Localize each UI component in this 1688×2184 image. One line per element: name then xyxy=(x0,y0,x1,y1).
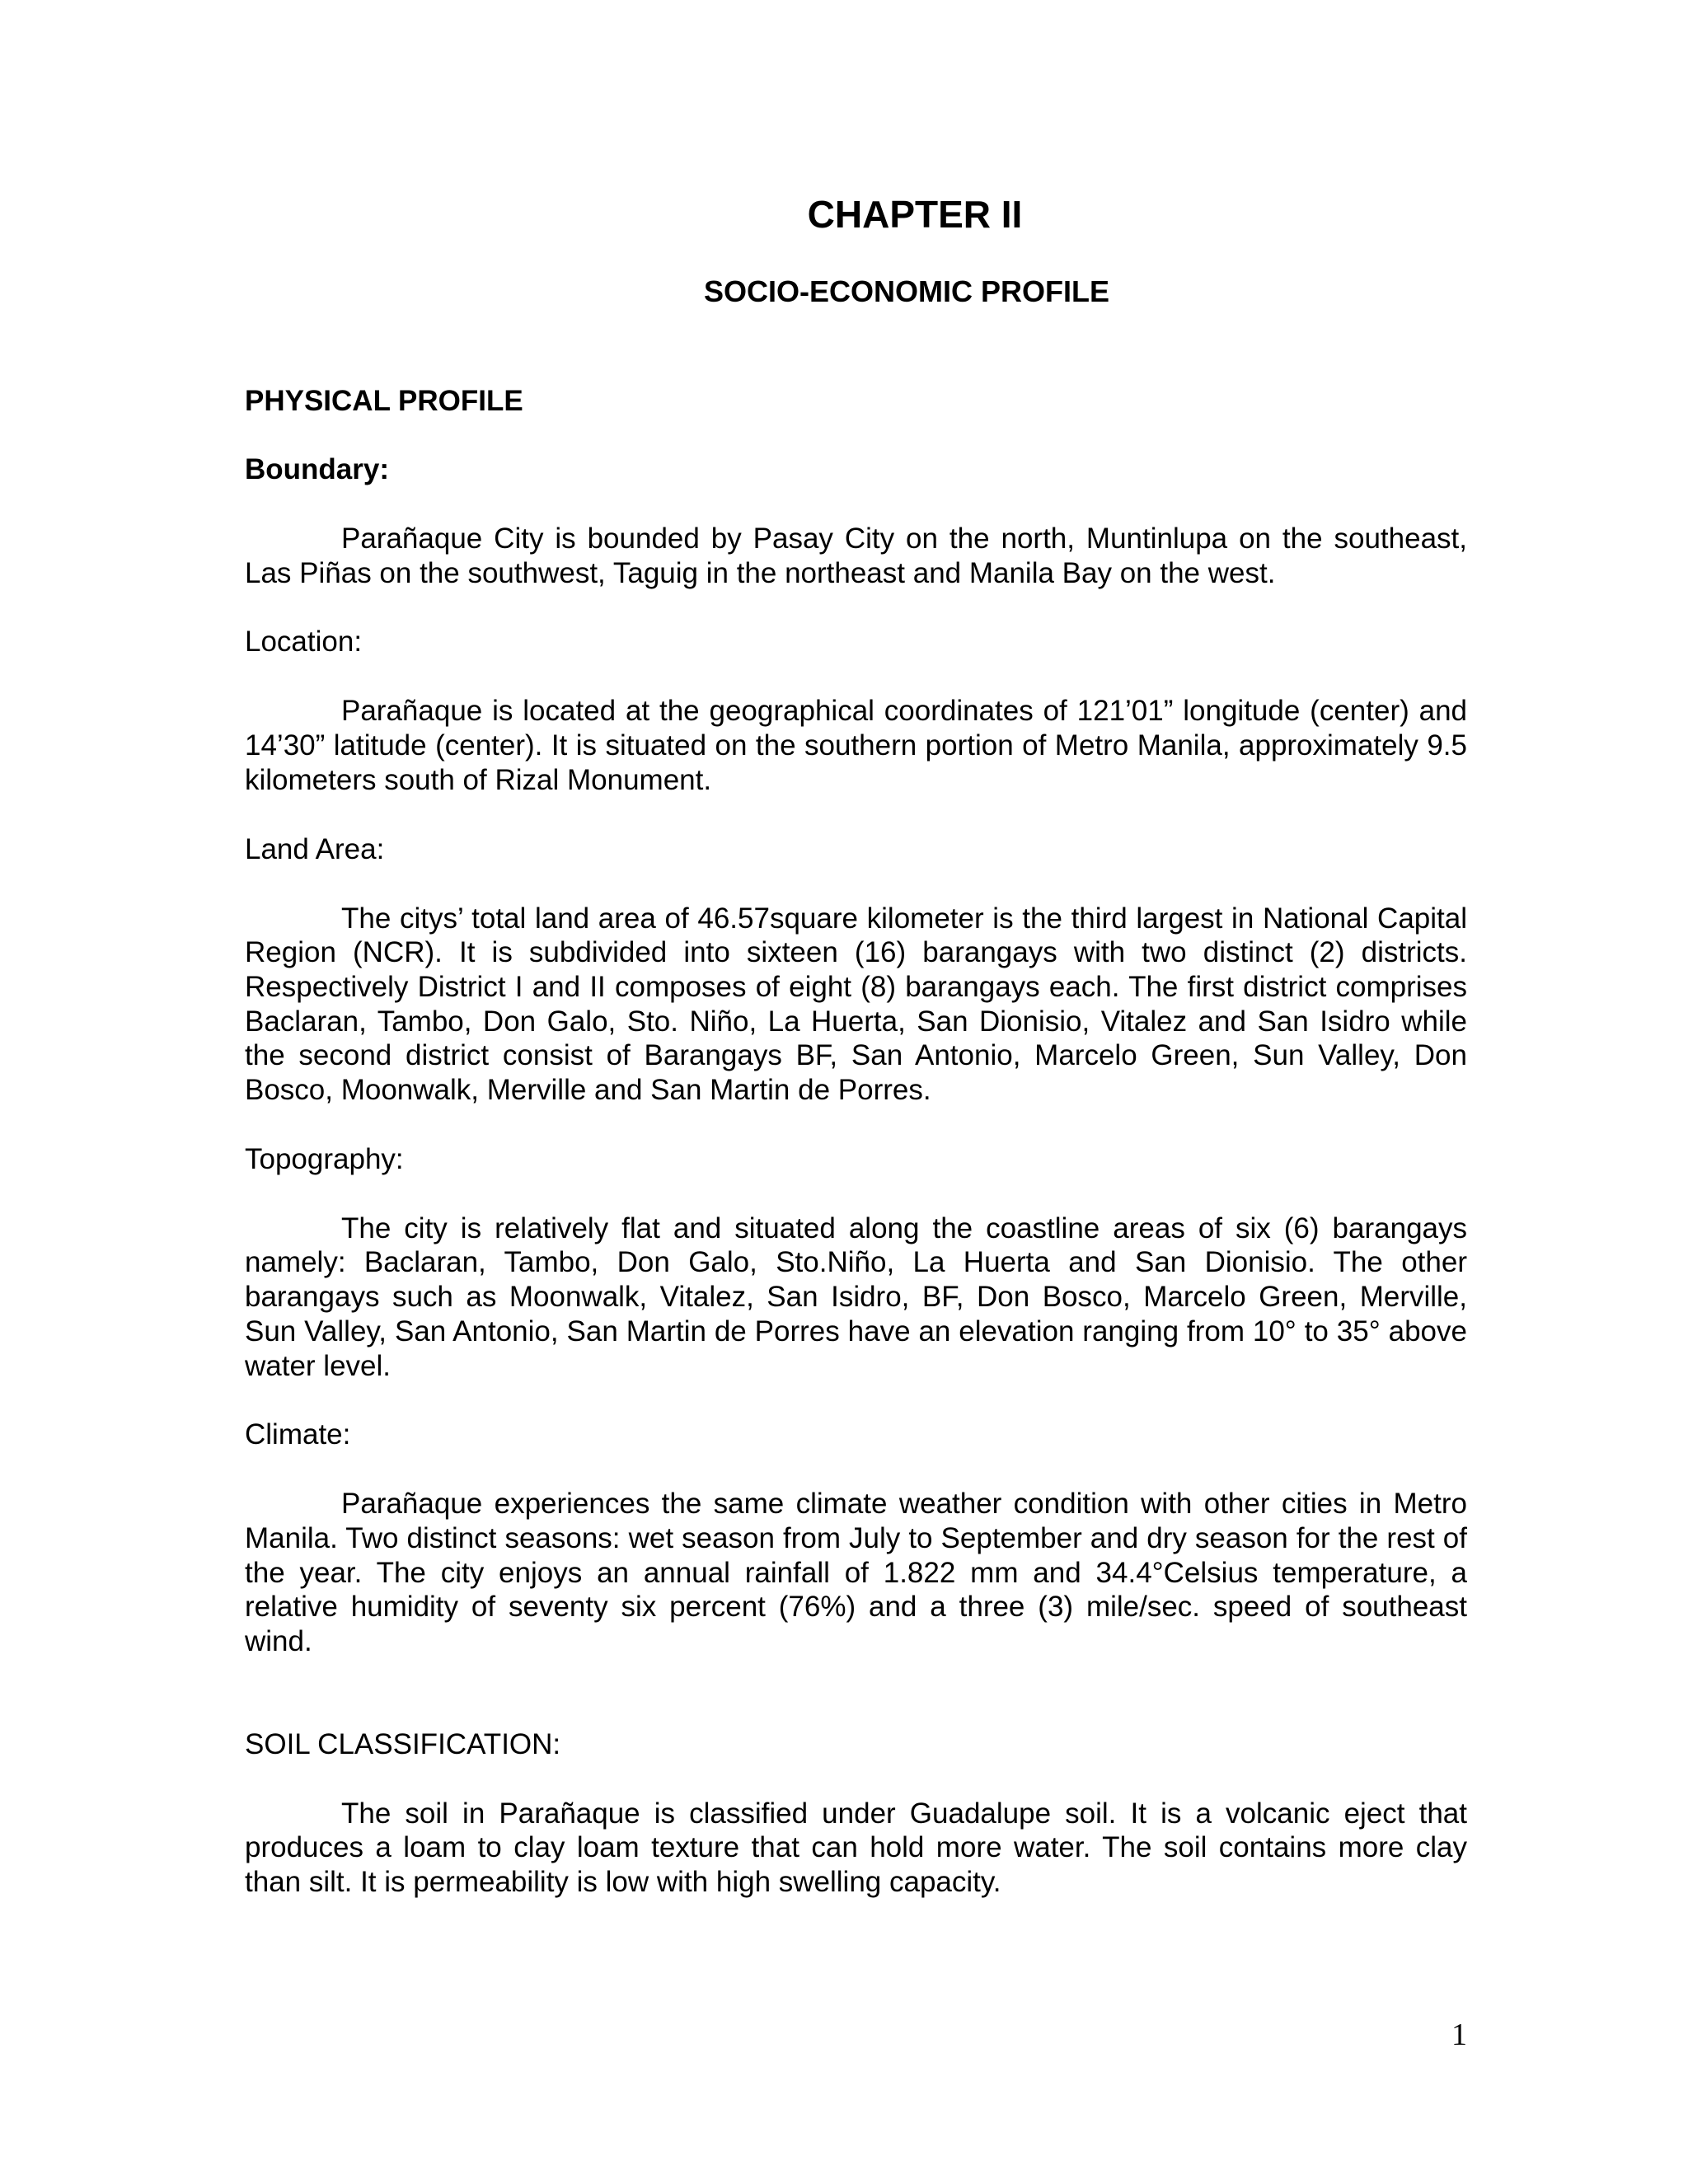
boundary-paragraph: Parañaque City is bounded by Pasay City on the north, Muntinlupa on the southeast, Las Piñas on the southwest, Taguig in the northeast and Manila Bay on the west. xyxy=(245,523,1467,589)
page-number: 1 xyxy=(1451,2018,1467,2052)
climate-heading: Climate: xyxy=(245,1418,351,1451)
land-area-heading: Land Area: xyxy=(245,832,385,865)
physical-profile-heading: PHYSICAL PROFILE xyxy=(245,385,523,417)
soil-classification-paragraph: The soil in Parañaque is classified under Guadalupe soil. It is a volcanic eject that produces a loam to clay loam texture that can hold more water. The soil contains more clay than silt. It is permeability is low with high swelling capacity. xyxy=(245,1797,1467,1899)
location-heading: Location: xyxy=(245,626,363,658)
chapter-subtitle: SOCIO-ECONOMIC PROFILE xyxy=(703,274,1109,308)
boundary-heading: Boundary: xyxy=(245,453,389,485)
land-area-paragraph: The citys’ total land area of 46.57square kilometer is the third largest in National Capital Region (NCR). It is subdivided into sixteen (16) barangays with two distinct (2) districts. Respectively District I and II composes of eight (8) barangays each. The first district comprises Baclaran, Tambo, Don Galo, Sto. Niño, La Huerta, San Dionisio, Vitalez and San Isidro while the second district consist of Barangays BF, San Antonio, Marcelo Green, Sun Valley, Don Bosco, Moonwalk, Merville and San Martin de Porres. xyxy=(245,902,1467,1107)
soil-classification-heading: SOIL CLASSIFICATION: xyxy=(245,1727,561,1760)
location-paragraph: Parañaque is located at the geographical coordinates of 121’01” longitude (center) and 14’30” latitude (center). It is situated on the southern portion of Metro Manila, approximately 9.5 kilometers south of Rizal Monument. xyxy=(245,695,1467,796)
chapter-title: CHAPTER II xyxy=(807,193,1023,236)
climate-paragraph: Parañaque experiences the same climate weather condition with other cities in Metro Manila. Two distinct seasons: wet season from July to September and dry season for the rest of the year. The city enjoys an annual rainfall of 1.822 mm and 34.4°Celsius temperature, a relative humidity of seventy six percent (76%) and a three (3) mile/sec. speed of southeast wind. xyxy=(245,1488,1467,1658)
topography-heading: Topography: xyxy=(245,1142,404,1175)
document-body xyxy=(245,384,1467,1934)
topography-paragraph: The city is relatively flat and situated along the coastline areas of six (6) barangays namely: Baclaran, Tambo, Don Galo, Sto.Niño, La Huerta and San Dionisio. The other barangays such as Moonwalk, Vitalez, San Isidro, BF, Don Bosco, Marcelo Green, Merville, Sun Valley, San Antonio, San Martin de Porres have an elevation ranging from 10° to 35° above water level. xyxy=(245,1212,1467,1382)
